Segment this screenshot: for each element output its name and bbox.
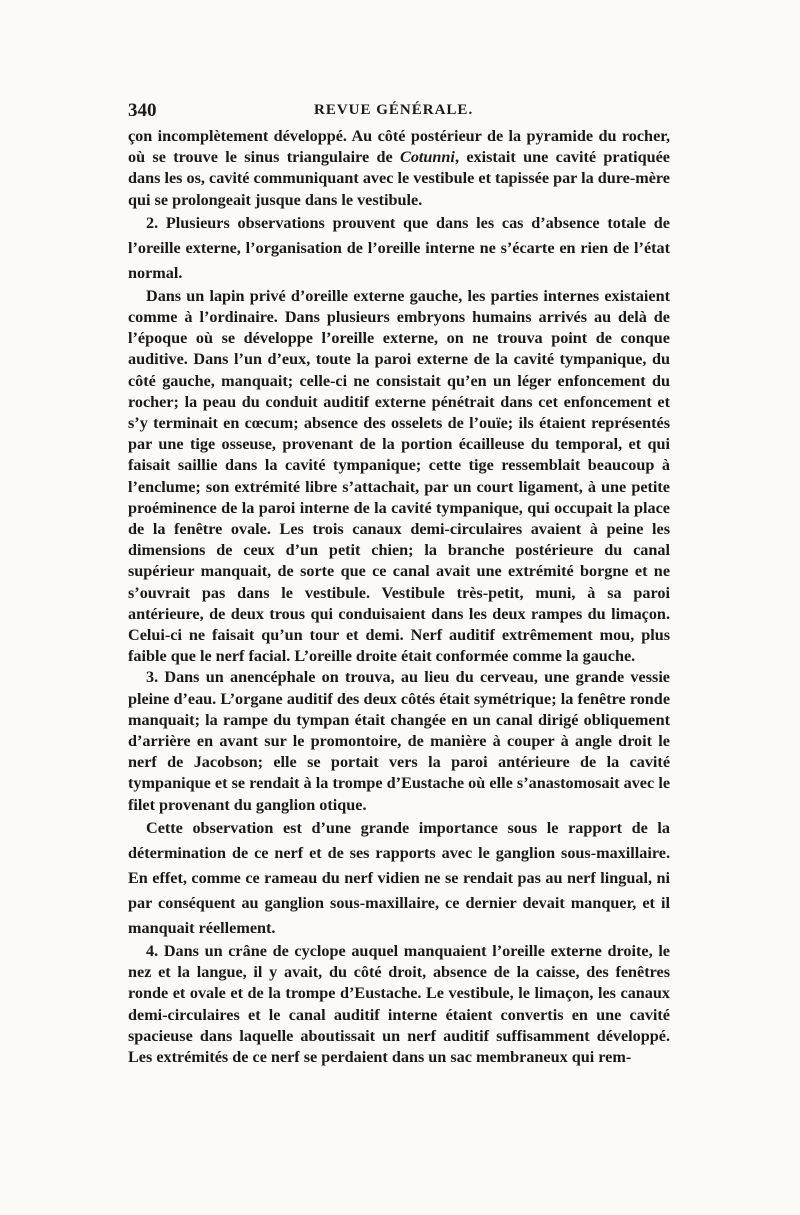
running-header: [128, 100, 670, 126]
paragraph-2: 2. Plusieurs observations prouvent que dans les cas d’absence totale de l’oreille externe, l’organisation de l’oreille interne ne s’écarte en rien de l’état normal.: [128, 213, 670, 282]
document-page: [128, 100, 670, 1068]
running-title: REVUE GÉNÉRALE.: [314, 102, 474, 118]
paragraph-observation: Cette observation est d’une grande importance sous le rapport de la détermination de ce nerf et de ses rapports avec le ganglion sous-maxillaire. En effet, comme ce rameau du nerf vidien ne se rendait pas au nerf lingual, ni par conséquent au ganglion sous-maxillaire, ce dernier devait manquer, et il manquait réellement.: [128, 818, 670, 937]
paragraph-4: 4. Dans un crâne de cyclope auquel manquaient l’oreille externe droite, le nez et la langue, il y avait, du côté droit, absence de la caisse, des fenêtres ronde et ovale et de la trompe d’Eustache. Le vestibule, le limaçon, les canaux demi-circulaires et le canal auditif interne étaient convertis en une cavité spacieuse dans laquelle aboutissait un nerf auditif suffisamment développé. Les extrémités de ce nerf se perdaient dans un sac membraneux qui rem-: [128, 941, 670, 1066]
text-segment: , existait une cavité pratiquée dans les os, cavité communiquant avec le vestibule et tapissée par la dure-mère qui se prolongeait jusque dans le vestibule.: [128, 148, 670, 209]
paragraph-continuation: [128, 126, 670, 211]
body-text: [128, 126, 670, 1068]
paragraph-3: 3. Dans un anencéphale on trouva, au lieu du cerveau, une grande vessie pleine d’eau. L’organe auditif des deux côtés était symétrique; la fenêtre ronde manquait; la rampe du tympan était changée en un canal dirigé obliquement d’arrière en avant sur le promontoire, de manière à couper à angle droit le nerf de Jacobson; elle se portait vers la paroi antérieure de la cavité tympanique et se rendait à la trompe d’Eustache où elle s’anastomosait avec le filet provenant du ganglion otique.: [128, 668, 670, 814]
page-number: 340: [128, 100, 157, 121]
paragraph-lapin: Dans un lapin privé d’oreille externe gauche, les parties internes existaient comme à l’ordinaire. Dans plusieurs embryons humains arrivés au delà de l’époque où se développe l’oreille externe, on ne trouva point de conque auditive. Dans l’un d’eux, toute la paroi externe de la cavité tympanique, du côté gauche, manquait; celle-ci ne consistait qu’en un léger enfoncement du rocher; la peau du conduit auditif externe pénétrait dans cet enfoncement et s’y terminait en cœcum; absence des osselets de l’ouïe; ils étaient représentés par une tige osseuse, provenant de la portion écailleuse du temporal, et qui faisait saillie dans la cavité tympanique; cette tige ressemblait beaucoup à l’enclume; son extrémité libre s’attachait, par un court ligament, à une petite proéminence de la paroi interne de la cavité tympanique, qui occupait la place de la fenêtre ovale. Les trois canaux demi-circulaires avaient à peine les dimensions de ceux d’un petit chien; la branche postérieure du canal supérieur manquait, de sorte que ce canal avait une extrémité borgne et ne s’ouvrait pas dans le vestibule. Vestibule très-petit, muni, à sa paroi antérieure, de deux trous qui conduisaient dans les deux rampes du limaçon. Celui-ci ne faisait qu’un tour et demi. Nerf auditif extrêmement mou, plus faible que le nerf facial. L’oreille droite était conformée comme la gauche.: [128, 286, 670, 666]
italic-name: Cotunni: [400, 148, 455, 167]
text-segment: çon incomplètement développé. Au côté postérieur de la pyramide du rocher, où se trouve le sinus triangulaire de: [128, 127, 670, 167]
